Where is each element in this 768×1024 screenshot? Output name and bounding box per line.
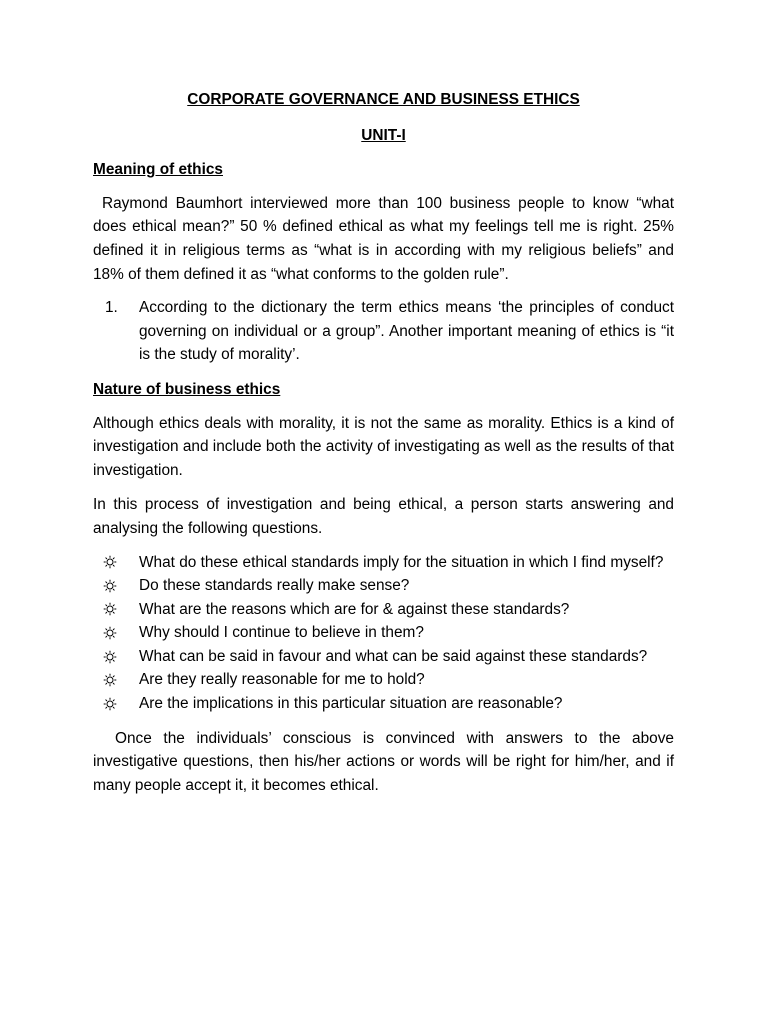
- conclusion-paragraph: Once the individuals’ conscious is convinced with answers to the above investigative questions, then his/her actions or words will be right for him/her, and if many people accept it, it becomes ethical.: [93, 729, 674, 794]
- question-list-item: [93, 645, 674, 669]
- unit-heading: UNIT-I: [361, 126, 406, 144]
- question-list-item: [93, 621, 674, 645]
- question-text: What are the reasons which are for & against these standards?: [139, 600, 570, 618]
- list-number: 1.: [105, 299, 118, 317]
- questions-list: [93, 551, 674, 716]
- baumhort-paragraph: Raymond Baumhort interviewed more than 100 business people to know “what does ethical mean?” 50 % defined ethical as what my feelings tell me is right. 25% defined it in religious terms as “what is in according with my religious beliefs” and 18% of them defined it as “what conforms to the golden rule”.: [93, 194, 674, 283]
- document-title: CORPORATE GOVERNANCE AND BUSINESS ETHICS: [187, 91, 580, 108]
- question-text: What do these ethical standards imply for the situation in which I find myself?: [139, 553, 664, 571]
- numbered-list: [93, 296, 674, 367]
- question-list-item: [93, 551, 674, 575]
- question-text: Are they really reasonable for me to hold?: [139, 671, 425, 689]
- morality-paragraph: Although ethics deals with morality, it is not the same as morality. Ethics is a kind of investigation and include both the activity of investigating as well as the results of that investigation.: [93, 414, 674, 479]
- sun-bullet-icon: [93, 621, 139, 645]
- question-text: What can be said in favour and what can be said against these standards?: [139, 647, 648, 665]
- sun-bullet-icon: [93, 692, 139, 716]
- section-heading-meaning-of-ethics: Meaning of ethics: [93, 161, 223, 179]
- question-text: Do these standards really make sense?: [139, 577, 410, 595]
- dictionary-definition-text: According to the dictionary the term ethics means ‘the principles of conduct governing on individual or a group”. Another important meaning of ethics is “it is the study of morality’.: [139, 299, 674, 364]
- sun-bullet-icon: [93, 574, 139, 598]
- numbered-list-item: [93, 296, 674, 367]
- sun-bullet-icon: [93, 598, 139, 622]
- section-heading-nature-of-business-ethics: Nature of business ethics: [93, 380, 281, 398]
- question-text: Are the implications in this particular situation are reasonable?: [139, 695, 563, 713]
- question-list-item: [93, 574, 674, 598]
- document-page: [93, 88, 674, 797]
- question-list-item: [93, 692, 674, 716]
- investigation-paragraph: In this process of investigation and being ethical, a person starts answering and analysing the following questions.: [93, 496, 674, 537]
- question-text: Why should I continue to believe in them?: [139, 624, 424, 642]
- question-list-item: [93, 598, 674, 622]
- sun-bullet-icon: [93, 668, 139, 692]
- sun-bullet-icon: [93, 645, 139, 669]
- question-list-item: [93, 668, 674, 692]
- sun-bullet-icon: [93, 551, 139, 575]
